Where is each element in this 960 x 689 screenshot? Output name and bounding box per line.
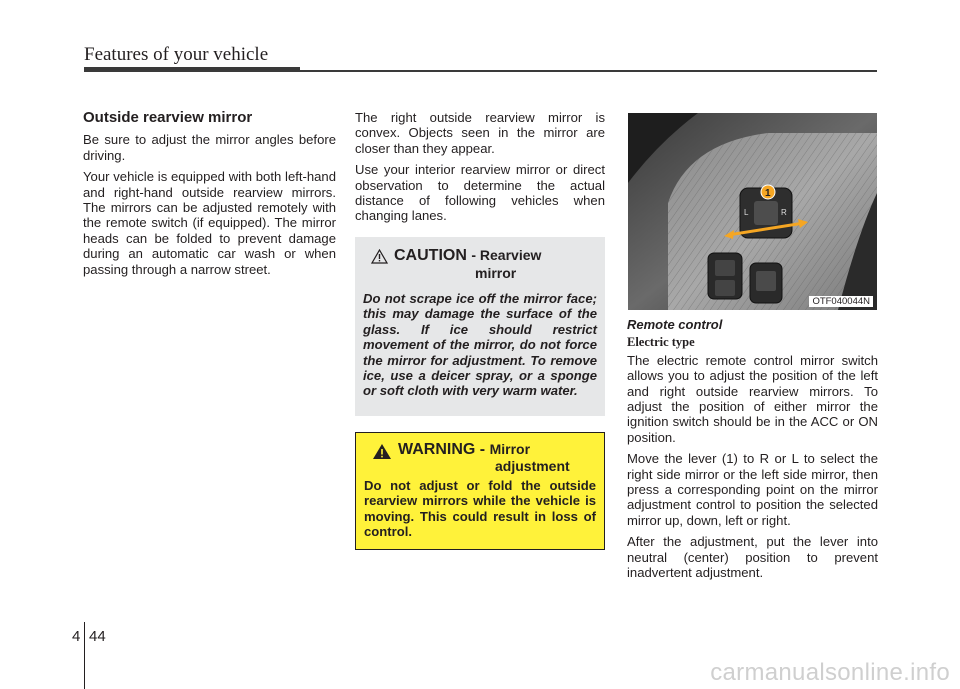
warning-subtitle: Mirror: [489, 441, 531, 457]
body-paragraph: Use your interior rearview mirror or direct observation to determine the actual distance of following vehicles when changing lanes.: [355, 162, 605, 224]
caution-subtitle: - Rearview: [471, 247, 542, 263]
right-column: [627, 317, 878, 587]
page-header-title: Features of your vehicle: [84, 44, 269, 65]
warning-text: Do not adjust or fold the outside rearview mirrors while the vehicle is moving. This could result in loss of control.: [364, 478, 596, 540]
switch-letter-l: L: [744, 208, 749, 217]
header-rule-thick: [84, 67, 300, 72]
caution-box: [355, 237, 605, 416]
figure-code: OTF040044N: [809, 296, 873, 307]
body-paragraph: The electric remote control mirror switch allows you to adjust the position of the left and right outside rearview mirrors. To adjust the position of either mirror the ignition switch should be in the ACC or ON position.: [627, 352, 878, 445]
warning-box: [355, 432, 605, 550]
header-rule-thin: [300, 70, 877, 72]
warning-label: WARNING -: [398, 441, 486, 458]
page-number: 44: [89, 628, 106, 645]
footer-divider: [84, 622, 85, 689]
body-paragraph: Be sure to adjust the mirror angles before driving.: [83, 132, 336, 163]
caution-label: CAUTION: [394, 247, 467, 264]
body-paragraph: Move the lever (1) to R or L to select the right side mirror or the left side mirror, then press a corresponding point on the mirror adjustment control to position the selected mirror up, down, left or right.: [627, 451, 878, 528]
warning-triangle-icon: [372, 443, 392, 460]
caution-text: Do not scrape ice off the mirror face; this may damage the surface of the glass. If ice should restrict movement of the mirror, do not force the mirror for adjustment. To remove ice, use a deicer spray, or a sponge or soft cloth with very warm water.: [363, 291, 597, 399]
body-paragraph: After the adjustment, put the lever into neutral (center) position to prevent inadvertent adjustment.: [627, 534, 878, 581]
middle-column: [355, 110, 605, 230]
body-paragraph: Your vehicle is equipped with both left-hand and right-hand outside rearview mirrors. The mirrors can be adjusted remotely with the remote switch (if equipped). The mirror heads can be folded to prevent damage during an automatic car wash or when passing through a narrow street.: [83, 169, 336, 277]
figure-caption: Remote control: [627, 317, 723, 332]
caution-subtitle-line2: mirror: [475, 265, 517, 281]
switch-letter-r: R: [781, 208, 787, 217]
watermark: carmanualsonline.info: [710, 659, 950, 686]
callout-number: 1: [765, 188, 771, 199]
chapter-number: 4: [72, 628, 81, 645]
body-paragraph: The right outside rearview mirror is convex. Objects seen in the mirror are closer than they appear.: [355, 110, 605, 156]
mirror-switch-photo: [628, 113, 877, 310]
section-heading: Outside rearview mirror: [83, 109, 253, 126]
left-column: [83, 110, 336, 283]
warning-subtitle-line2: adjustment: [495, 458, 570, 474]
subheading: Electric type: [627, 335, 695, 350]
caution-triangle-icon: [371, 249, 388, 264]
